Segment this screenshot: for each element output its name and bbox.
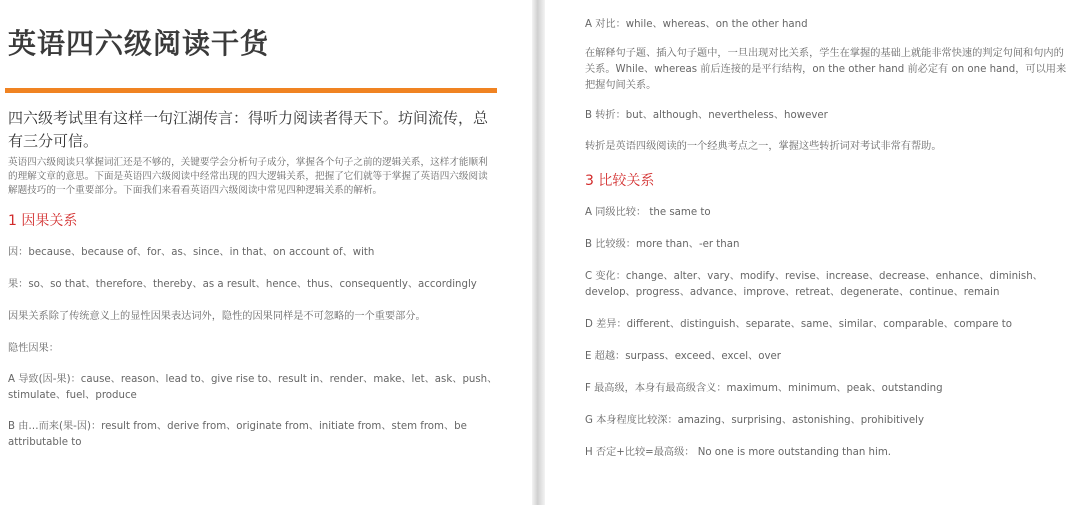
section-heading-cause-effect: 1 因果关系 [8,213,78,229]
turn-words-line: B 转折：but、although、nevertheless、however [585,110,828,121]
contrast-words-line: A 对比：while、whereas、on the other hand [585,19,808,30]
change-words-line: C 变化：change、alter、vary、modify、revise、increase、decrease、enhance、diminish、develop、progress、advance、improve、retreat、degenerate、continue、remain [585,271,1043,298]
superlative-words-line: F 最高级，本身有最高级含义：maximum、minimum、peak、outstanding [585,383,943,394]
contrast-explanation-paragraph: 在解释句子题、插入句子题中，一旦出现对比关系，学生在掌握的基础上就能非常快速的判定句间和句内的关系。While、whereas 前后连接的是平行结构，on the other hand 前必定有 on one hand，可以用来把握句间关系。 [585,48,1067,91]
right-page [545,0,1080,505]
same-level-comparison-line: A 同级比较： the same to [585,207,711,218]
right-page-content [585,17,1069,461]
document-title: 英语四六级阅读干货 [8,27,270,60]
cause-to-effect-line: A 导致(因-果)：cause、reason、lead to、give rise to、result in、render、make、let、ask、push、stimulate、fuel、produce [8,374,498,401]
degree-words-line: G 本身程度比较深：amazing、surprising、astonishing、prohibitively [585,415,925,426]
title-underline-rule [5,88,497,93]
left-page-content [8,24,498,451]
effect-words-line: 果：so、so that、therefore、thereby、as a result、hence、thus、consequently、accordingly [8,279,477,290]
turn-note-line: 转折是英语四级阅读的一个经典考点之一，掌握这些转折词对考试非常有帮助。 [585,141,942,152]
negation-comparison-line: H 否定+比较=最高级： No one is more outstanding than him. [585,447,891,458]
cause-words-line: 因：because、because of、for、as、since、in that、on account of、with [8,247,375,258]
comparative-line: B 比较级：more than、-er than [585,239,740,250]
intro-body-paragraph: 英语四六级阅读只掌握词汇还是不够的，关键要学会分析句子成分，掌握各个句子之前的逻辑关系，这样才能顺利的理解文章的意思。下面是英语四六级阅读中经常出现的四大逻辑关系，把握了它们就等于掌握了英语四六级阅读解题技巧的一个重要部分。下面我们来看看英语四六级阅读中常见四种逻辑关系的解析。 [8,157,488,196]
page-gutter [532,0,545,505]
left-page [0,0,532,505]
surpass-words-line: E 超越：surpass、exceed、excel、over [585,351,781,362]
intro-lead-paragraph: 四六级考试里有这样一句江湖传言：得听力阅读者得天下。坊间流传，总有三分可信。 [8,109,489,150]
implicit-cause-label: 隐性因果： [8,343,59,354]
section-heading-comparison: 3 比较关系 [585,173,655,189]
implicit-note-line: 因果关系除了传统意义上的显性因果表达词外，隐性的因果同样是不可忽略的一个重要部分。 [8,311,426,322]
difference-words-line: D 差异：different、distinguish、separate、same、similar、comparable、compare to [585,319,1012,330]
effect-from-cause-line: B 由…而来(果-因)：result from、derive from、originate from、initiate from、stem from、be attributable to [8,421,467,448]
